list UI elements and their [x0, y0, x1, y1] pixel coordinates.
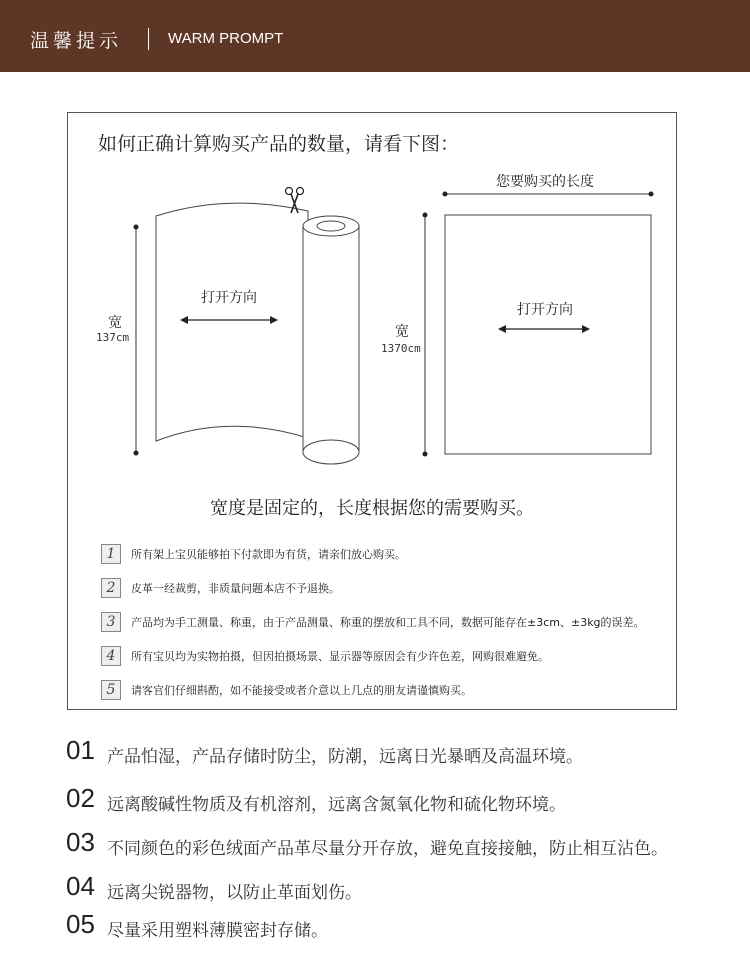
note-number: 1	[101, 544, 121, 564]
fabric-roll	[303, 226, 359, 452]
right-length-label: 您要购买的长度	[496, 174, 594, 190]
fixed-width-statement: 宽度是固定的，长度根据您的需要购买。	[210, 498, 534, 519]
care-tip-text: 产品怕湿，产品存储时防尘，防潮，远离日光暴晒及高温环境。	[107, 747, 583, 767]
right-width-label: 宽	[395, 324, 409, 340]
care-tip-text: 尽量采用塑料薄膜密封存储。	[107, 921, 328, 941]
header-separator	[148, 28, 149, 50]
left-width-label: 宽	[108, 315, 122, 331]
left-direction-label: 打开方向	[201, 290, 257, 306]
care-tip-text: 远离酸碱性物质及有机溶剂，远离含氮氧化物和硫化物环境。	[107, 795, 566, 815]
note-text: 所有宝贝均为实物拍摄，但因拍摄场景、显示器等原因会有少许色差，网购很难避免。	[131, 650, 549, 663]
care-tip-number: 02	[66, 783, 95, 813]
care-tip-number: 05	[66, 909, 95, 939]
note-number: 3	[101, 612, 121, 632]
note-number: 4	[101, 646, 121, 666]
note-text: 所有架上宝贝能够拍下付款即为有货，请亲们放心购买。	[131, 548, 406, 561]
care-tip-text: 不同颜色的彩色绒面产品革尽量分开存放，避免直接接触，防止相互沾色。	[107, 839, 668, 859]
purchase-guide-box	[67, 112, 677, 710]
note-number: 5	[101, 680, 121, 700]
care-tip-number: 03	[66, 827, 95, 857]
right-width-value: 1370cm	[381, 342, 421, 355]
header-title-cn: 温馨提示	[30, 30, 123, 52]
warm-prompt-header	[0, 0, 750, 72]
note-text: 皮革一经裁剪，非质量问题本店不予退换。	[131, 582, 340, 595]
care-tip-number: 04	[66, 871, 95, 901]
note-text: 请客官们仔细斟酌，如不能接受或者介意以上几点的朋友请谨慎购买。	[131, 684, 472, 697]
care-tip-text: 远离尖锐器物，以防止革面划伤。	[107, 883, 362, 903]
note-number: 2	[101, 578, 121, 598]
measurement-diagram	[68, 113, 676, 493]
guide-question: 如何正确计算购买产品的数量，请看下图：	[98, 133, 460, 155]
note-text: 产品均为手工测量、称重，由于产品测量、称重的摆放和工具不同，数据可能存在±3cm、±3kg的误差。	[131, 616, 645, 629]
fabric-sheet	[156, 203, 308, 441]
header-title-en: WARM PROMPT	[168, 30, 284, 47]
right-direction-label: 打开方向	[517, 302, 573, 318]
left-width-value: 137cm	[96, 331, 130, 344]
care-tip-number: 01	[66, 735, 95, 765]
cut-piece	[445, 215, 651, 454]
